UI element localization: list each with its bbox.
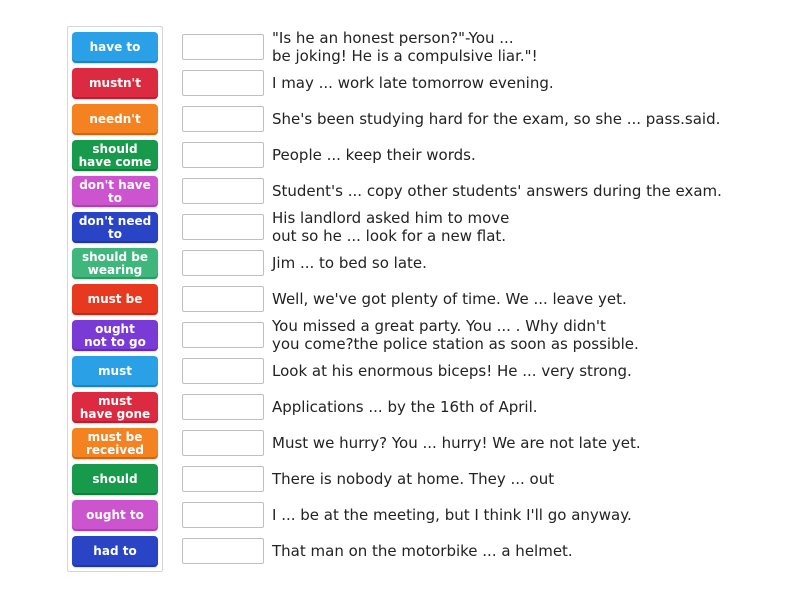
question-text: I ... be at the meeting, but I think I'll go anyway.: [272, 506, 632, 524]
answer-drop-box[interactable]: [182, 70, 264, 96]
answer-tile[interactable]: don't have to: [72, 176, 158, 207]
answer-drop-box[interactable]: [182, 394, 264, 420]
question-text: Look at his enormous biceps! He ... very strong.: [272, 362, 632, 380]
question-text: She's been studying hard for the exam, so she ... pass.said.: [272, 110, 721, 128]
question-text: Must we hurry? You ... hurry! We are not late yet.: [272, 434, 641, 452]
answer-tile[interactable]: don't need to: [72, 212, 158, 243]
answer-drop-box[interactable]: [182, 106, 264, 132]
question-text: Jim ... to bed so late.: [272, 254, 427, 272]
answer-tile[interactable]: should: [72, 464, 158, 495]
answer-tile[interactable]: mustn't: [72, 68, 158, 99]
answer-tile[interactable]: ought not to go: [72, 320, 158, 351]
answer-drop-box[interactable]: [182, 466, 264, 492]
question-text: Applications ... by the 16th of April.: [272, 398, 538, 416]
question-text: Student's ... copy other students' answers during the exam.: [272, 182, 722, 200]
answer-drop-box[interactable]: [182, 358, 264, 384]
answer-tile[interactable]: needn't: [72, 104, 158, 135]
answer-tile[interactable]: must be received: [72, 428, 158, 459]
question-text: His landlord asked him to move out so he ... look for a new flat.: [272, 209, 510, 245]
question-text: You missed a great party. You ... . Why didn't you come?the police station as soon as possible.: [272, 317, 639, 353]
answer-tile[interactable]: ought to: [72, 500, 158, 531]
answer-tile[interactable]: had to: [72, 536, 158, 567]
answer-drop-box[interactable]: [182, 538, 264, 564]
answer-drop-box[interactable]: [182, 322, 264, 348]
question-text: People ... keep their words.: [272, 146, 476, 164]
answer-drop-box[interactable]: [182, 430, 264, 456]
question-text: That man on the motorbike ... a helmet.: [272, 542, 573, 560]
answer-drop-box[interactable]: [182, 142, 264, 168]
question-text: I may ... work late tomorrow evening.: [272, 74, 554, 92]
answer-tile[interactable]: must be: [72, 284, 158, 315]
answer-tile-panel: [67, 26, 163, 572]
answer-tile[interactable]: should be wearing: [72, 248, 158, 279]
answer-tile[interactable]: have to: [72, 32, 158, 63]
question-text: Well, we've got plenty of time. We ... leave yet.: [272, 290, 627, 308]
answer-drop-box[interactable]: [182, 214, 264, 240]
answer-tile[interactable]: must: [72, 356, 158, 387]
question-text: "Is he an honest person?"-You ... be joking! He is a compulsive liar."!: [272, 29, 538, 65]
answer-drop-box[interactable]: [182, 34, 264, 60]
answer-tile[interactable]: must have gone: [72, 392, 158, 423]
question-text: There is nobody at home. They ... out: [272, 470, 555, 488]
answer-tile[interactable]: should have come: [72, 140, 158, 171]
answer-drop-box[interactable]: [182, 502, 264, 528]
answer-drop-box[interactable]: [182, 178, 264, 204]
answer-drop-box[interactable]: [182, 286, 264, 312]
answer-drop-box[interactable]: [182, 250, 264, 276]
